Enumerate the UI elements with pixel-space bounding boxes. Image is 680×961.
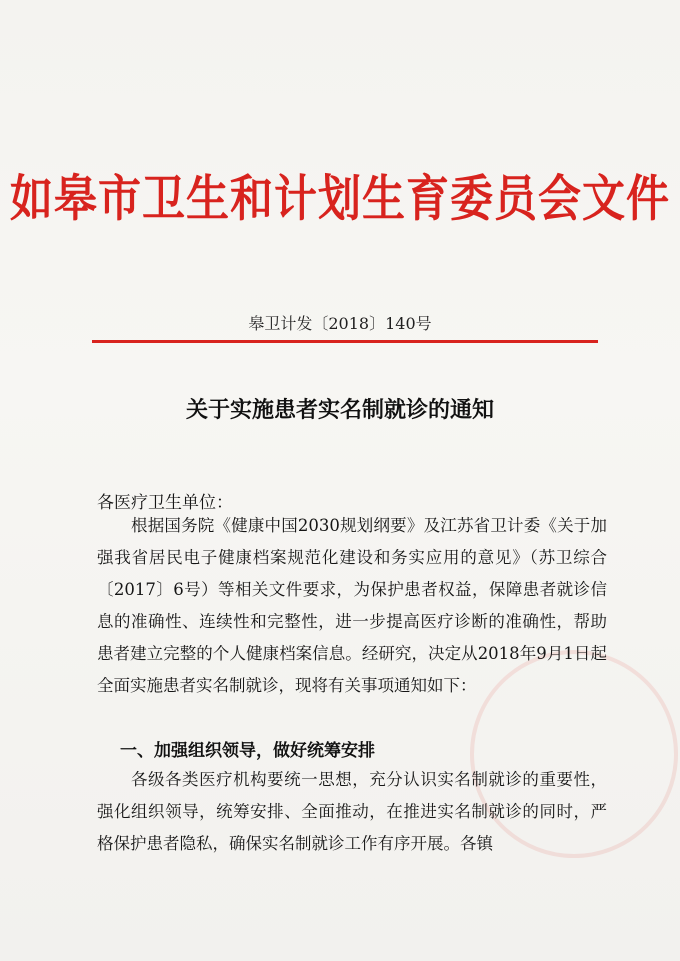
red-divider-line [92, 340, 598, 343]
body-paragraph-2: 各级各类医疗机构要统一思想，充分认识实名制就诊的重要性，强化组织领导，统筹安排、全面推动，在推进实名制就诊的同时，严格保护患者隐私，确保实名制就诊工作有序开展。各镇 [97, 770, 607, 853]
issuer-header-title: 如皋市卫生和计划生育委员会文件 [10, 170, 670, 229]
salutation: 各医疗卫生单位： [97, 493, 233, 513]
section-heading-1: 一、加强组织领导，做好统筹安排 [120, 741, 375, 761]
body-paragraph-1: 根据国务院《健康中国2030规划纲要》及江苏省卫计委《关于加强我省居民电子健康档案规范化建设和务实应用的意见》（苏卫综合〔2017〕6号）等相关文件要求，为保护患者权益，保障患者就诊信息的准确性、连续性和完整性，进一步提高医疗诊断的准确性，帮助患者建立完整的个人健康档案信息。经研究，决定从2018年9月1日起全面实施患者实名制就诊，现将有关事项通知如下： [97, 516, 607, 695]
notice-title: 关于实施患者实名制就诊的通知 [185, 397, 494, 423]
document-number: 皋卫计发〔2018〕140号 [248, 314, 432, 333]
